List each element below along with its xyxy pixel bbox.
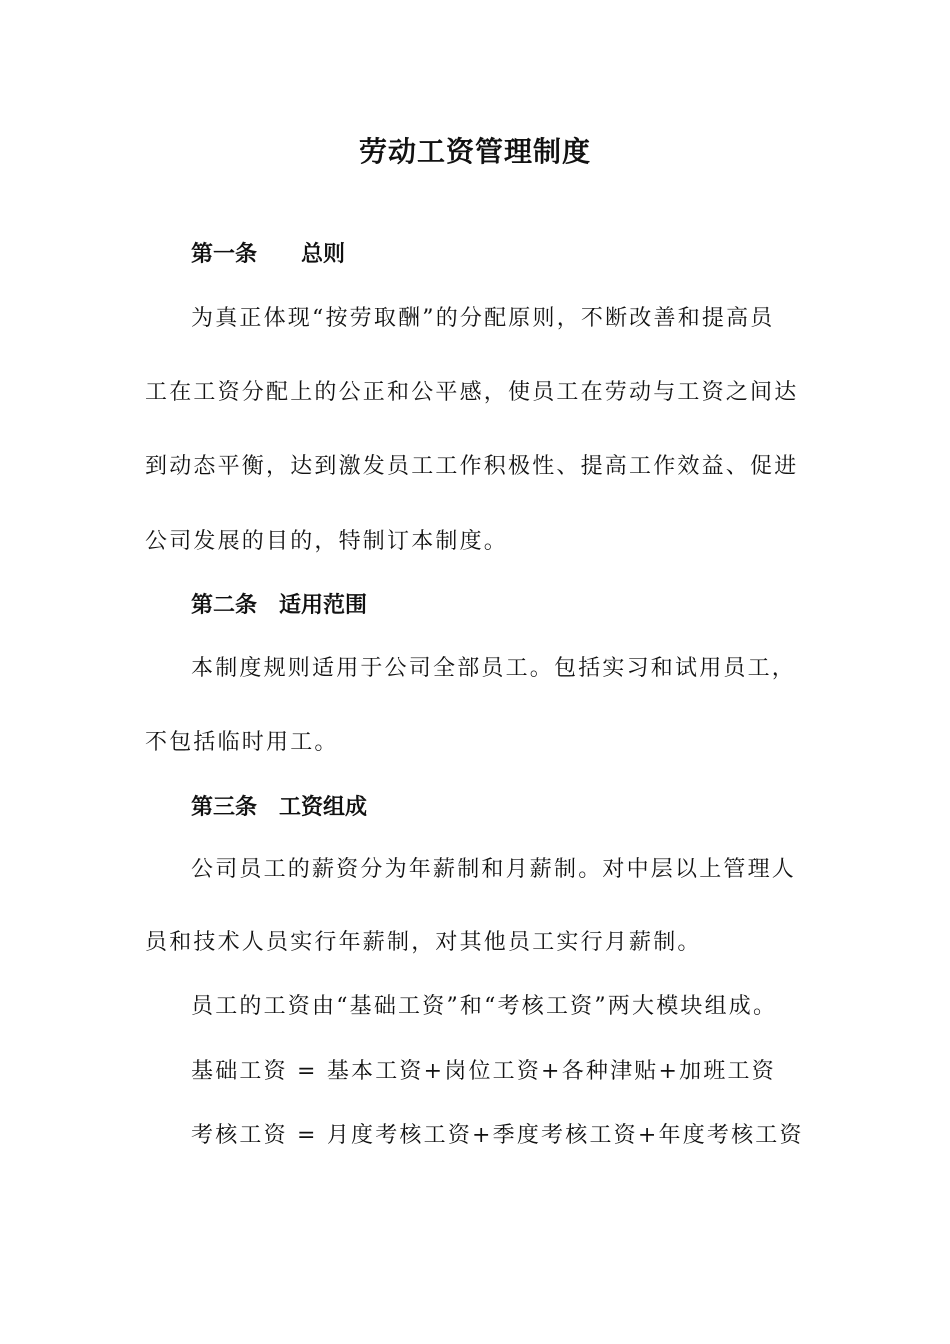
paragraph-line: 工在工资分配上的公正和公平感，使员工在劳动与工资之间达 <box>145 380 799 405</box>
section-heading-3: 第三条 工资组成 <box>191 794 368 820</box>
paragraph-line: 员和技术人员实行年薪制，对其他员工实行月薪制。 <box>145 930 702 955</box>
formula-line: 考核工资 = 月度考核工资+季度考核工资+年度考核工资 <box>191 1123 804 1148</box>
section-heading-2: 第二条 适用范围 <box>191 592 368 618</box>
paragraph-line: 公司发展的目的，特制订本制度。 <box>145 529 509 554</box>
document-title: 劳动工资管理制度 <box>358 135 591 168</box>
section-heading-1: 第一条 总则 <box>191 241 346 267</box>
paragraph-line: 为真正体现“按劳取酬”的分配原则，不断改善和提高员 <box>191 306 775 331</box>
paragraph-line: 本制度规则适用于公司全部员工。包括实习和试用员工， <box>191 656 797 681</box>
formula-line: 基础工资 = 基本工资+岗位工资+各种津贴+加班工资 <box>191 1059 776 1084</box>
paragraph-line: 到动态平衡，达到激发员工工作积极性、提高工作效益、促进 <box>145 454 799 479</box>
paragraph-line: 不包括临时用工。 <box>145 730 339 755</box>
paragraph-line: 公司员工的薪资分为年薪制和月薪制。对中层以上管理人 <box>191 857 797 882</box>
paragraph-line: 员工的工资由“基础工资”和“考核工资”两大模块组成。 <box>191 994 778 1019</box>
